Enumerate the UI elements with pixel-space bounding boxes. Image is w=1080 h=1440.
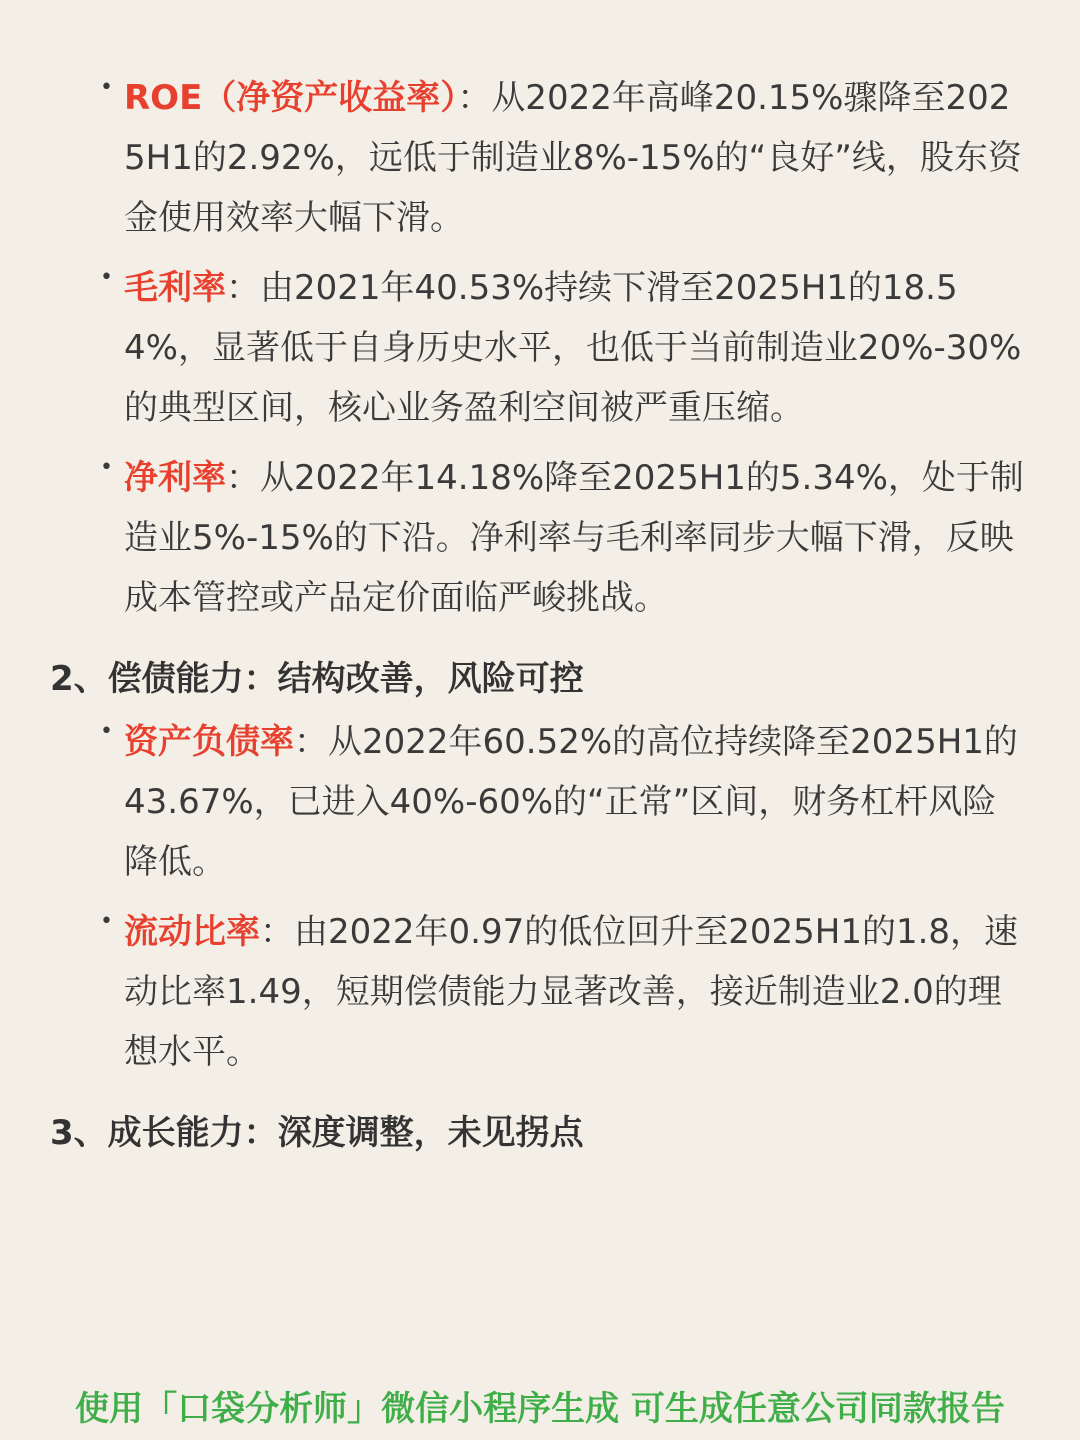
section-heading-solvency: 2、偿债能力：结构改善，风险可控 <box>50 659 584 699</box>
metric-term-debt-ratio: 资产负债率 <box>124 722 294 762</box>
bullet-dot: • <box>100 265 113 290</box>
metric-text-debt-ratio: 从2022年60.52%的高位持续降至2025H1的43.67%，已进入40%-60%的“正常”区间，财务杠杆风险降低。 <box>124 722 1018 882</box>
metric-separator: ： <box>226 268 260 308</box>
metric-separator: ： <box>260 912 294 952</box>
footer-promo-text: 使用「口袋分析师」微信小程序生成 可生成任意公司同款报告 <box>75 1389 1005 1429</box>
bullet-current-ratio <box>100 902 1029 1082</box>
bullet-dot: • <box>100 455 113 480</box>
bullet-roe <box>100 68 1029 248</box>
bullet-dot: • <box>100 909 113 934</box>
bullet-gross-margin <box>100 258 1029 438</box>
metric-separator: ： <box>294 722 328 762</box>
bullet-net-margin <box>100 448 1029 628</box>
metric-text-gross-margin: 由2021年40.53%持续下滑至2025H1的18.54%，显著低于自身历史水平，也低于当前制造业20%-30%的典型区间，核心业务盈利空间被严重压缩。 <box>124 268 1022 428</box>
metric-text-roe: 从2022年高峰20.15%骤降至2025H1的2.92%，远低于制造业8%-15%的“良好”线，股东资金使用效率大幅下滑。 <box>124 78 1022 238</box>
bullet-dot: • <box>100 75 113 100</box>
bullet-dot: • <box>100 719 113 744</box>
metric-text-current-ratio: 由2022年0.97的低位回升至2025H1的1.8，速动比率1.49，短期偿债能力显著改善，接近制造业2.0的理想水平。 <box>124 912 1019 1072</box>
metric-text-net-margin: 从2022年14.18%降至2025H1的5.34%，处于制造业5%-15%的下沿。净利率与毛利率同步大幅下滑，反映成本管控或产品定价面临严峻挑战。 <box>124 458 1024 618</box>
metric-term-roe: ROE（净资产收益率） <box>124 78 458 118</box>
metric-term-net-margin: 净利率 <box>124 458 226 498</box>
metric-separator: ： <box>457 78 492 118</box>
metric-term-gross-margin: 毛利率 <box>124 268 226 308</box>
bullet-debt-ratio <box>100 712 1029 892</box>
section-heading-growth: 3、成长能力：深度调整，未见拐点 <box>50 1113 584 1153</box>
metric-term-current-ratio: 流动比率 <box>124 912 260 952</box>
metric-separator: ： <box>226 458 260 498</box>
